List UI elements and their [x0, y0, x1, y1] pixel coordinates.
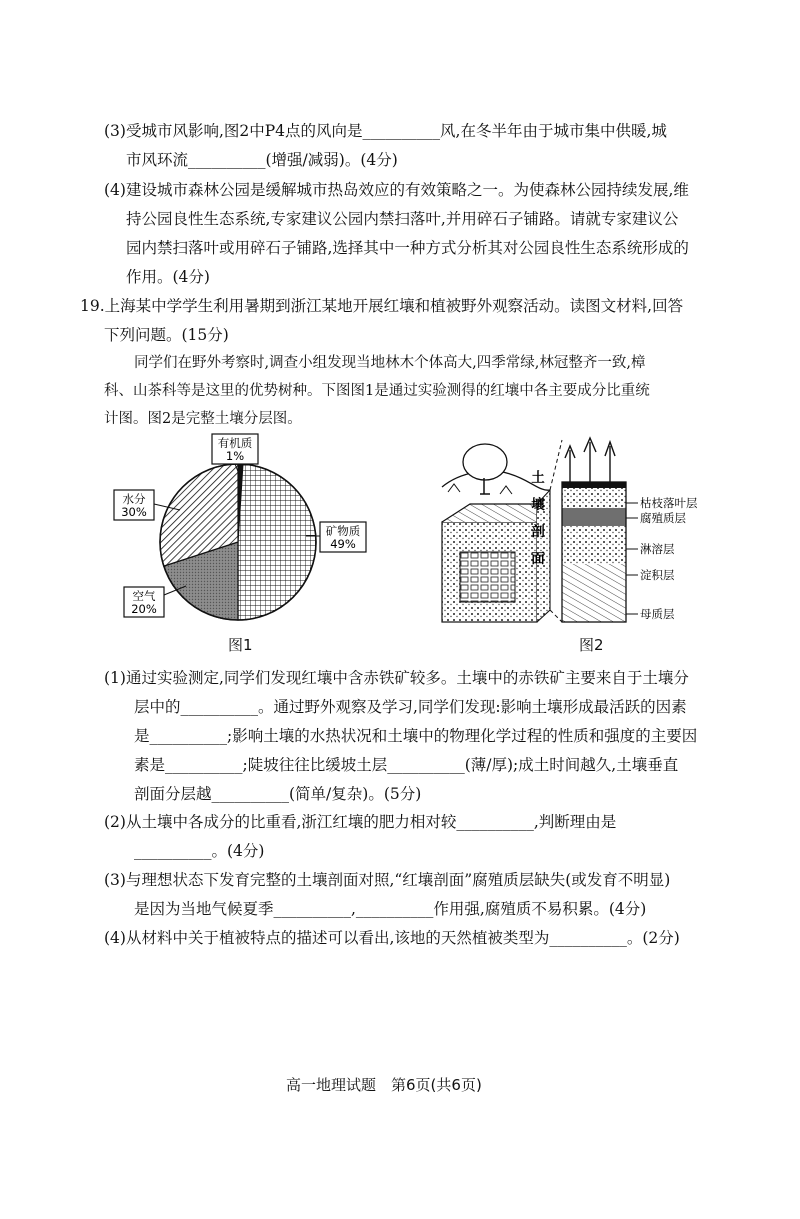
q19-part1-line2: 层中的__________。通过野外观察及学习,同学们发现:影响土壤形成最活跃的因素 — [134, 698, 687, 716]
q18-part4-line4: 作用。(4分) — [126, 268, 210, 286]
q19-material-line2: 科、山茶科等是这里的优势树种。下图图1是通过实验测得的红壤中各主要成分比重统 — [104, 383, 650, 399]
fig2-caption: 图2 — [579, 636, 604, 654]
q19-part4-line1: (4)从材料中关于植被特点的描述可以看出,该地的天然植被类型为__________。(2分) — [104, 929, 680, 947]
q19-part3-line1: (3)与理想状态下发育完整的土壤剖面对照,“红壤剖面”腐殖质层缺失(或发育不明显) — [104, 871, 671, 889]
label-mineral-name: 矿物质 — [325, 524, 361, 538]
q19-part3-line2: 是因为当地气候夏季__________,__________作用强,腐殖质不易积累。(4分) — [134, 900, 647, 918]
q19-stem-line1: 19.上海某中学学生利用暑期到浙江某地开展红壤和植被野外观察活动。读图文材料,回答 — [80, 297, 684, 315]
q18-part3-line2: 市风环流__________(增强/减弱)。(4分) — [126, 151, 398, 169]
label-air-name: 空气 — [132, 589, 156, 603]
layer-parent-material: 母质层 — [640, 607, 675, 621]
page-footer: 高一地理试题 第6页(共6页) — [286, 1076, 482, 1094]
q18-part3-line1: (3)受城市风影响,图2中P4点的风向是__________风,在冬半年由于城市集中供暖,城 — [104, 122, 667, 140]
profile-label-2: 壤 — [531, 497, 545, 513]
label-organic-name: 有机质 — [217, 436, 253, 450]
layer-labels — [626, 496, 698, 621]
label-mineral-pct: 49% — [330, 537, 356, 551]
q18-part4-line2: 持公园良性生态系统,专家建议公园内禁扫落叶,并用碎石子铺路。请就专家建议公 — [126, 210, 679, 228]
q19-part1-line1: (1)通过实验测定,同学们发现红壤中含赤铁矿较多。土壤中的赤铁矿主要来自于土壤分 — [104, 669, 689, 687]
q19-stem-line2: 下列问题。(15分) — [104, 326, 229, 344]
label-water-name: 水分 — [122, 492, 146, 506]
label-organic-pct: 1% — [225, 449, 245, 463]
q19-part2-line1: (2)从土壤中各成分的比重看,浙江红壤的肥力相对较__________,判断理由是 — [104, 813, 617, 831]
layer-eluviation: 淋溶层 — [640, 542, 675, 556]
q19-material-line1: 同学们在野外考察时,调查小组发现当地林木个体高大,四季常绿,林冠整齐一致,樟 — [134, 355, 646, 371]
fig2-soil-profile — [440, 432, 730, 632]
fig1-caption: 图1 — [228, 636, 253, 654]
profile-label-1: 土 — [531, 470, 545, 486]
tree-crown-icon — [463, 444, 507, 480]
profile-column — [562, 438, 626, 622]
q19-part1-line4: 素是__________;陡坡往往比缓坡土层__________(薄/厚);成土时间越久,土壤垂直 — [134, 756, 679, 774]
q18-part4-line1: (4)建设城市森林公园是缓解城市热岛效应的有效策略之一。为使森林公园持续发展,维 — [104, 181, 689, 199]
q18-part4-line3: 园内禁扫落叶或用碎石子铺路,选择其中一种方式分析其对公园良性生态系统形成的 — [126, 239, 689, 257]
q19-part1-line3: 是__________;影响土壤的水热状况和土壤中的物理化学过程的性质和强度的主要因 — [134, 727, 698, 745]
q19-part2-line2: __________。(4分) — [134, 842, 265, 860]
label-air-pct: 20% — [131, 602, 157, 616]
profile-label-4: 面 — [531, 551, 545, 567]
layer-litter: 枯枝落叶层 — [640, 496, 698, 510]
q19-material-line3: 计图。图2是完整土壤分层图。 — [104, 411, 302, 427]
fig1-pie-chart — [110, 430, 380, 630]
q19-part1-line5: 剖面分层越__________(简单/复杂)。(5分) — [134, 785, 422, 803]
label-water-pct: 30% — [121, 505, 147, 519]
profile-label-3: 剖 — [531, 524, 545, 540]
layer-humus: 腐殖质层 — [640, 511, 686, 525]
layer-illuviation: 淀积层 — [640, 568, 675, 582]
pie-slice-1 — [238, 464, 316, 620]
